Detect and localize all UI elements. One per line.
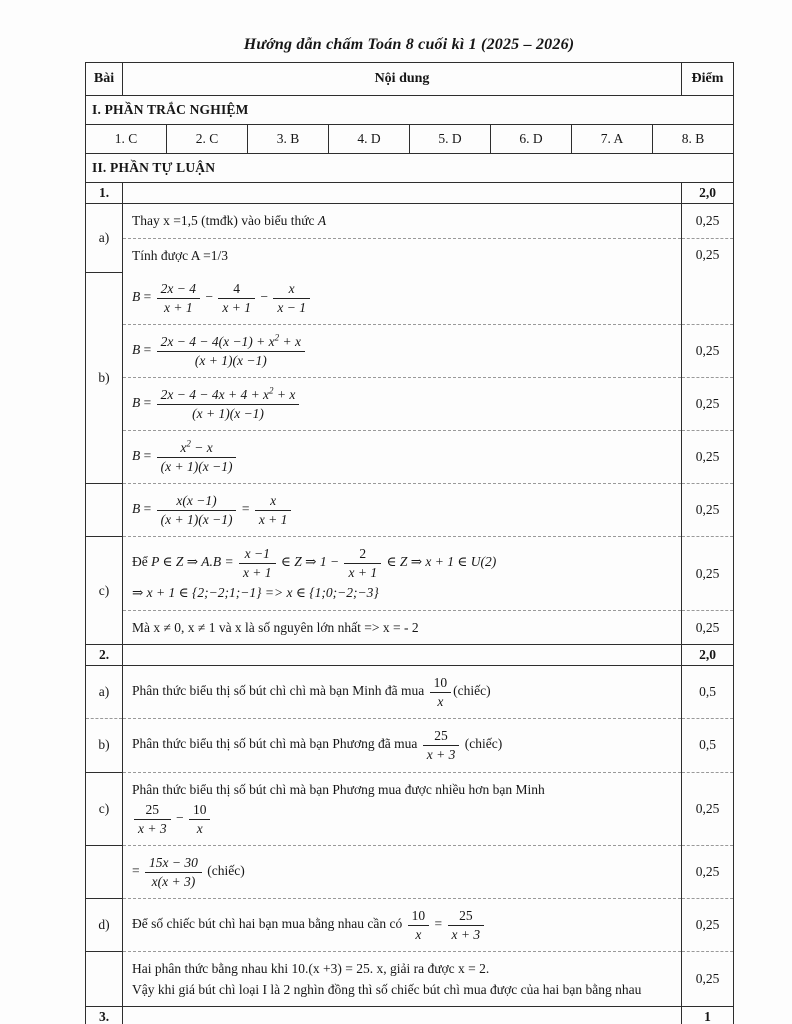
fraction-denominator xyxy=(218,299,255,316)
math-text: x(x −1) xyxy=(176,493,217,509)
superscript: 2 xyxy=(186,438,191,449)
fraction-denominator xyxy=(157,352,305,369)
content-cell xyxy=(123,272,682,325)
score-cell: 0,25 xyxy=(682,431,734,484)
score-cell: 0,25 xyxy=(682,378,734,431)
fraction-denominator xyxy=(157,299,200,316)
math-text: (x + 1)(x −1) xyxy=(194,352,267,368)
content-row xyxy=(86,272,734,325)
task-number: 1. xyxy=(86,183,123,204)
bai-cell xyxy=(86,846,123,899)
score-cell: 0,25 xyxy=(682,846,734,899)
task-row xyxy=(86,645,734,666)
math-text: x + 1 xyxy=(242,564,272,580)
math-text: x xyxy=(270,493,277,509)
fraction-numerator xyxy=(157,493,237,511)
fraction-numerator xyxy=(145,855,202,873)
math-text: 2x − 4 xyxy=(160,281,196,297)
math-text: x xyxy=(437,693,444,709)
fraction-denominator xyxy=(145,873,202,890)
math-text: x xyxy=(180,440,187,456)
math-text: 2x − 4 − 4(x −1) + x xyxy=(160,334,275,350)
score-cell: 0,25 xyxy=(682,610,734,645)
text: Phân thức biểu thị số bút chì chì mà bạn Minh đã mua xyxy=(132,683,428,699)
text: 4 xyxy=(233,281,241,297)
fraction-numerator xyxy=(423,728,460,746)
content-line xyxy=(132,618,672,638)
text: − xyxy=(256,289,272,305)
fraction xyxy=(423,728,460,762)
content-line xyxy=(132,279,672,317)
fraction-numerator xyxy=(273,281,310,299)
score-cell: 0,5 xyxy=(682,719,734,772)
score-cell: 0,25 xyxy=(682,772,734,846)
score-cell: 0,25 xyxy=(682,325,734,378)
answer-cell: 8. B xyxy=(652,125,733,153)
fraction-denominator xyxy=(408,926,430,943)
fraction xyxy=(448,908,485,942)
text: 25 xyxy=(434,728,448,744)
content-line xyxy=(132,332,672,370)
content-cell xyxy=(123,537,682,611)
content-row xyxy=(86,484,734,537)
score-cell: 0,25 xyxy=(682,899,734,952)
content-line xyxy=(132,583,672,603)
math-text: x − 1 xyxy=(277,299,306,315)
content-line xyxy=(132,246,672,266)
math-text: + x xyxy=(279,334,302,350)
task-content-cell xyxy=(123,645,682,666)
math-text: x + 1 xyxy=(258,511,288,527)
math-text: 2x − 4 − 4x + 4 + x xyxy=(160,387,270,403)
section-row xyxy=(86,154,734,183)
fraction xyxy=(430,675,452,709)
bai-cell: b) xyxy=(86,719,123,772)
fraction-denominator xyxy=(273,299,310,316)
task-row xyxy=(86,183,734,204)
fraction-numerator xyxy=(344,546,381,564)
text: Để số chiếc bút chì hai bạn mua bằng nhau cần có xyxy=(132,916,406,932)
fraction xyxy=(157,493,237,527)
math-text: (x + 1)(x −1) xyxy=(160,458,233,474)
math-text: ⇒ x + 1 ∈ {2;−2;1;−1} => x ∈ {1;0;−2;−3} xyxy=(132,585,379,601)
score-cell: 0,25 xyxy=(682,484,734,537)
math-text: A xyxy=(317,213,327,228)
content-row xyxy=(86,238,734,272)
fraction xyxy=(344,546,381,580)
math-text: B xyxy=(132,342,141,358)
content-cell xyxy=(123,666,682,719)
task-content-cell xyxy=(123,183,682,204)
math-text: B xyxy=(132,289,141,305)
content-cell xyxy=(123,431,682,484)
content-row xyxy=(86,899,734,952)
task-content-cell xyxy=(123,1007,682,1024)
score-cell: 0,25 xyxy=(682,204,734,239)
text: Vậy khi giá bút chì loại I là 2 nghìn đồng thì số chiếc bút chì mua được của hai bạn bằng nhau xyxy=(132,981,642,997)
text: Tính được A =1/3 xyxy=(132,247,228,263)
text: 2 xyxy=(359,546,367,562)
content-line xyxy=(132,800,672,838)
math-text: − x xyxy=(190,440,213,456)
content-row xyxy=(86,666,734,719)
content-row xyxy=(86,772,734,846)
score-cell xyxy=(682,272,734,325)
content-row xyxy=(86,431,734,484)
text: 10 xyxy=(433,675,448,691)
section-row xyxy=(86,96,734,125)
fraction-numerator xyxy=(157,281,200,299)
task-score: 1 xyxy=(682,1007,734,1024)
fraction xyxy=(273,281,310,315)
content-line xyxy=(132,385,672,423)
content-line xyxy=(132,980,672,1000)
math-text: ∈ Z ⇒ x + 1 ∈ U(2) xyxy=(383,554,497,570)
fraction xyxy=(218,281,255,315)
math-text: x xyxy=(415,926,422,942)
content-row xyxy=(86,325,734,378)
math-text: x + 1 xyxy=(348,564,378,580)
content-row xyxy=(86,378,734,431)
text: 10 xyxy=(192,802,207,818)
content-line xyxy=(132,726,672,764)
task-score: 2,0 xyxy=(682,645,734,666)
fraction-numerator xyxy=(157,440,237,458)
content-cell xyxy=(123,378,682,431)
fraction-denominator xyxy=(430,693,452,710)
grading-table xyxy=(85,62,734,1024)
content-row xyxy=(86,537,734,611)
math-text: x + 3 xyxy=(451,926,481,942)
math-text: x + 3 xyxy=(138,820,167,836)
fraction-numerator xyxy=(430,675,452,693)
answer-cell: 1. C xyxy=(114,131,138,146)
col-header-noidung: Nội dung xyxy=(374,71,430,86)
fraction-numerator xyxy=(218,281,255,299)
text: Phân thức biểu thị số bút chì mà bạn Phương đã mua xyxy=(132,736,421,752)
content-row xyxy=(86,952,734,1007)
answer-cell: 3. B xyxy=(247,125,328,153)
content-line xyxy=(132,853,672,891)
text: 25 xyxy=(145,802,160,818)
content-cell xyxy=(123,204,682,239)
answer-cell: 6. D xyxy=(490,125,571,153)
math-text: x + 3 xyxy=(426,746,456,762)
text: Phân thức biểu thị số bút chì mà bạn Phương mua được nhiều hơn bạn Minh xyxy=(132,781,545,797)
bai-cell xyxy=(86,484,123,537)
task-number: 2. xyxy=(86,645,123,666)
math-text: B xyxy=(132,501,141,517)
text: − xyxy=(201,289,217,305)
answers-cell xyxy=(86,125,734,154)
math-text: x xyxy=(196,820,203,836)
content-line xyxy=(132,673,672,711)
fraction-numerator xyxy=(255,493,292,511)
math-text: B xyxy=(132,395,141,411)
score-cell: 0,25 xyxy=(682,537,734,611)
content-line xyxy=(132,780,672,800)
page-title: Hướng dẫn chấm Toán 8 cuối kì 1 (2025 – 2026) xyxy=(243,36,575,53)
math-text: (x + 1)(x −1) xyxy=(160,511,233,527)
text: 10 xyxy=(411,908,426,924)
fraction-denominator xyxy=(157,405,300,422)
content-line xyxy=(132,544,672,582)
fraction-denominator xyxy=(255,511,292,528)
content-cell xyxy=(123,610,682,645)
bai-cell xyxy=(86,952,123,1007)
bai-cell: a) xyxy=(86,666,123,719)
fraction-numerator xyxy=(239,546,276,564)
fraction xyxy=(408,908,430,942)
text: Hai phân thức bằng nhau khi 10.(x +3) = 25. x, giải ra được x = 2. xyxy=(132,961,490,977)
fraction-denominator xyxy=(423,746,460,763)
fraction-denominator xyxy=(157,511,237,528)
text: (chiếc) xyxy=(203,863,245,879)
text: = xyxy=(140,289,155,305)
bai-cell: a) xyxy=(86,204,123,273)
text: = xyxy=(431,916,446,932)
answer-cell: 4. D xyxy=(328,125,409,153)
fraction-numerator xyxy=(189,802,211,820)
math-text: x + 1 xyxy=(222,299,251,315)
text: = xyxy=(140,395,155,411)
content-line xyxy=(132,906,672,944)
content-cell xyxy=(123,484,682,537)
math-text: B xyxy=(132,448,141,464)
text: 25 xyxy=(459,908,473,924)
text: = xyxy=(140,342,155,358)
superscript: 2 xyxy=(269,385,274,396)
math-text: x(x + 3) xyxy=(151,873,196,889)
text: (chiếc) xyxy=(453,683,491,699)
text: Thay x =1,5 (tmđk) vào biểu thức xyxy=(132,213,318,228)
text: Mà x ≠ 0, x ≠ 1 và x là số nguyên lớn nhất => x = - 2 xyxy=(132,619,419,635)
fraction-numerator xyxy=(157,334,305,352)
task-number: 3. xyxy=(86,1007,123,1024)
content-row xyxy=(86,719,734,772)
answer-cell: 2. C xyxy=(166,125,247,153)
answer-cell: 7. A xyxy=(571,125,652,153)
fraction-denominator xyxy=(189,820,211,837)
math-text: x −1 xyxy=(244,546,270,562)
fraction xyxy=(145,855,202,889)
fraction xyxy=(189,802,211,836)
content-row xyxy=(86,204,734,239)
content-cell xyxy=(123,952,682,1007)
text: = xyxy=(238,501,253,517)
math-text: (x + 1)(x −1) xyxy=(192,405,264,421)
content-line xyxy=(132,211,672,231)
answer-cell: 5. D xyxy=(409,125,490,153)
fraction xyxy=(157,334,305,368)
fraction-denominator xyxy=(157,458,237,475)
fraction-denominator xyxy=(448,926,485,943)
answers-strip xyxy=(86,125,733,153)
math-text: + x xyxy=(273,387,296,403)
fraction-numerator xyxy=(408,908,430,926)
content-line xyxy=(132,438,672,476)
text: = xyxy=(140,501,155,517)
content-cell xyxy=(123,719,682,772)
content-cell xyxy=(123,325,682,378)
fraction-denominator xyxy=(344,564,381,581)
col-header-bai: Bài xyxy=(86,63,123,96)
content-cell xyxy=(123,846,682,899)
score-cell: 0,5 xyxy=(682,666,734,719)
col-header-diem: Điểm xyxy=(682,63,734,96)
bai-cell: d) xyxy=(86,899,123,952)
text: − xyxy=(172,810,187,826)
fraction xyxy=(157,281,200,315)
text: Để xyxy=(132,554,152,570)
content-cell xyxy=(123,772,682,846)
section-label: II. PHẦN TỰ LUẬN xyxy=(86,154,734,183)
content-line xyxy=(132,959,672,979)
content-cell xyxy=(123,238,682,272)
superscript: 2 xyxy=(274,332,280,343)
content-line xyxy=(132,491,672,529)
content-cell xyxy=(123,899,682,952)
fraction-numerator xyxy=(134,802,171,820)
header-row xyxy=(86,63,734,96)
math-text: x + 1 xyxy=(164,299,193,315)
bai-cell: c) xyxy=(86,537,123,645)
fraction xyxy=(157,440,237,474)
math-text: P ∈ Z ⇒ A.B = xyxy=(151,554,237,570)
fraction xyxy=(157,387,300,421)
task-row xyxy=(86,1007,734,1024)
math-text: 15x − 30 xyxy=(149,855,198,871)
score-cell: 0,25 xyxy=(682,952,734,1007)
task-score: 2,0 xyxy=(682,183,734,204)
score-cell: 0,25 xyxy=(682,238,734,272)
section-label: I. PHẦN TRẮC NGHIỆM xyxy=(86,96,734,125)
fraction-numerator xyxy=(157,387,300,405)
fraction xyxy=(239,546,276,580)
fraction-denominator xyxy=(239,564,276,581)
table-rows xyxy=(86,96,734,1024)
fraction-numerator xyxy=(448,908,485,926)
bai-cell: c) xyxy=(86,772,123,846)
bai-cell: b) xyxy=(86,272,123,484)
content-row xyxy=(86,610,734,645)
answers-row xyxy=(86,125,734,154)
fraction xyxy=(255,493,292,527)
content-row xyxy=(86,846,734,899)
math-text: x xyxy=(288,281,295,297)
text: = xyxy=(140,448,155,464)
text: = xyxy=(132,863,143,879)
text: (chiếc) xyxy=(461,736,503,752)
fraction-denominator xyxy=(134,820,171,837)
math-text: ∈ Z ⇒ 1 − xyxy=(277,554,343,570)
fraction xyxy=(134,802,171,836)
